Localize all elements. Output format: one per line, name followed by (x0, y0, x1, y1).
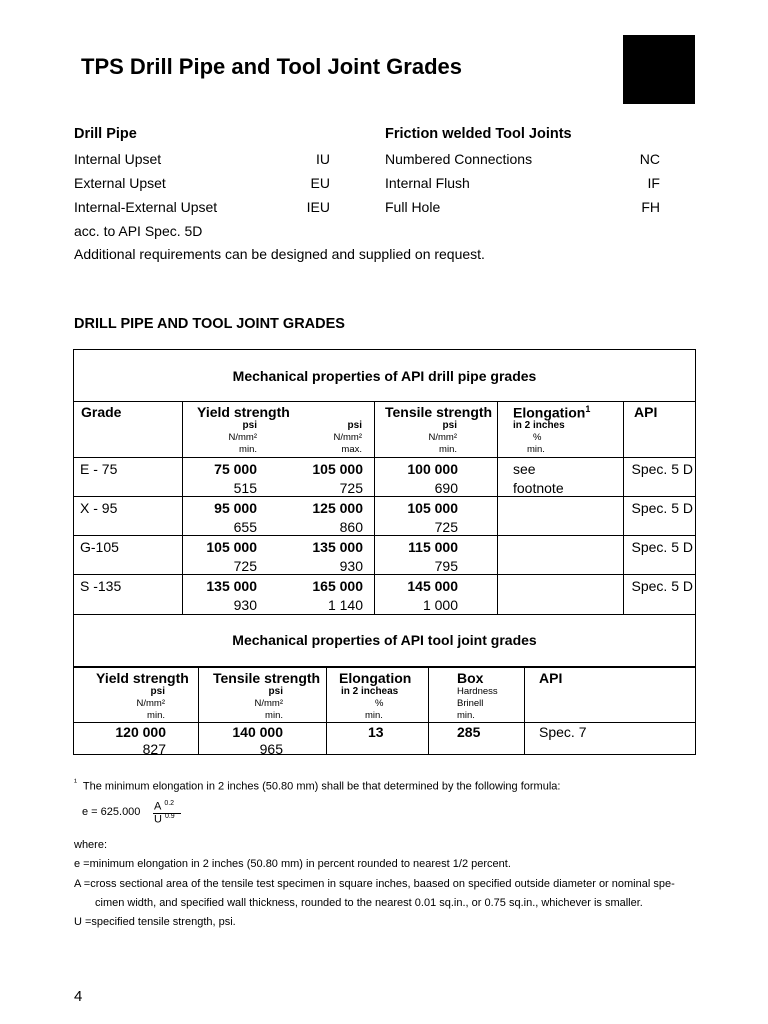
tool-joint-item-code: FH (641, 199, 660, 215)
drill-pipe-note: acc. to API Spec. 5D (74, 223, 203, 239)
pipe-table-caption: Mechanical properties of API drill pipe grades (232, 368, 537, 384)
table-cell: 655 (233, 519, 257, 535)
drill-pipe-item-code: IU (316, 151, 330, 167)
table-rule (74, 666, 695, 668)
unit-min: min. (239, 444, 257, 455)
column-header-tensile: Tensile strength (385, 404, 493, 420)
footnote-where: where: (74, 839, 108, 851)
unit-nmm2: N/mm² (333, 432, 362, 443)
table-cell: 135 000 (206, 578, 257, 594)
table-rule (74, 496, 695, 497)
table-cell: 105 000 (407, 500, 458, 516)
table-cell: 115 000 (408, 539, 458, 555)
unit-min: min. (527, 444, 545, 455)
unit-psi: psi (442, 420, 457, 431)
table-column-rule (524, 667, 525, 755)
unit-psi: psi (347, 420, 362, 431)
formula-num-exp: 0.2 (164, 800, 175, 807)
table-cell: 1 140 (327, 597, 363, 613)
table-cell-grade: G-105 (80, 539, 119, 555)
table-cell-api: Spec. 5 D (631, 539, 693, 555)
column-header-grade: Grade (81, 404, 122, 420)
table-cell-api: Spec. 7 (539, 724, 587, 740)
tool-joints-heading: Friction welded Tool Joints (385, 126, 572, 142)
black-tab-marker (623, 35, 695, 104)
table-cell-grade: E - 75 (80, 461, 118, 477)
column-header-elongation: Elongation (339, 670, 412, 686)
drill-pipe-item-label: Internal Upset (74, 151, 162, 167)
table-cell-api: Spec. 5 D (631, 461, 693, 477)
footnote-line: e =minimum elongation in 2 inches (50.80 mm) in percent rounded to nearest 1/2 percent. (74, 858, 511, 870)
unit-nmm2: N/mm² (428, 432, 457, 443)
table-cell: 125 000 (312, 500, 363, 516)
joint-table-caption: Mechanical properties of API tool joint grades (232, 632, 537, 648)
table-cell: 725 (233, 558, 257, 574)
table-column-rule (497, 401, 498, 614)
drill-pipe-heading: Drill Pipe (74, 126, 137, 142)
table-column-rule (374, 401, 375, 614)
table-rule (74, 401, 695, 402)
table-cell: 515 (233, 480, 257, 496)
table-cell: 120 000 (115, 724, 166, 740)
table-cell: 930 (339, 558, 363, 574)
formula-numerator (154, 800, 174, 813)
tool-joint-item-label: Full Hole (385, 199, 441, 215)
unit-min: min. (265, 710, 283, 721)
table-cell: 795 (434, 558, 458, 574)
table-rule (74, 457, 695, 458)
additional-requirements: Additional requirements can be designed and supplied on request. (74, 246, 485, 262)
table-cell: 725 (434, 519, 458, 535)
drill-pipe-item-code: IEU (306, 199, 330, 215)
table-cell: 75 000 (214, 461, 257, 477)
unit-max: max. (341, 444, 362, 455)
page-number: 4 (74, 988, 83, 1005)
table-cell: 165 000 (312, 578, 363, 594)
table-cell: see (513, 461, 536, 477)
drill-pipe-item-label: Internal-External Upset (74, 199, 218, 215)
footnote-marker: 1 (585, 404, 591, 414)
tool-joint-item-code: IF (647, 175, 660, 191)
table-cell-grade: S -135 (80, 578, 122, 594)
column-header-yield: Yield strength (197, 404, 290, 420)
unit-psi: psi (150, 686, 165, 697)
table-column-rule (326, 667, 327, 755)
table-cell-api: Spec. 5 D (631, 578, 693, 594)
unit-hardness: Hardness (457, 686, 498, 697)
unit-pct: % (375, 698, 384, 709)
tool-joint-item-label: Numbered Connections (385, 151, 533, 167)
table-cell: 285 (457, 724, 481, 740)
table-cell: 13 (368, 724, 384, 740)
footnote-line: U =specified tensile strength, psi. (74, 916, 236, 928)
table-rule (74, 722, 695, 723)
column-header-api: API (539, 670, 563, 686)
tool-joint-item-label: Internal Flush (385, 175, 470, 191)
unit-min: min. (439, 444, 457, 455)
unit-brinell: Brinell (457, 698, 484, 709)
formula-lhs: e = 625.000 (82, 806, 141, 818)
unit-psi: psi (242, 420, 257, 431)
footnote-line: cimen width, and specified wall thickness, rounded to the nearest 0.01 sq.in., or 0.75 sq.in., whichever is smaller. (95, 897, 643, 909)
column-header-elongation: Elongation$^1$ (513, 404, 591, 421)
unit-in2: in 2 inches (513, 420, 565, 431)
footnote-intro (74, 777, 560, 793)
table-cell: 860 (339, 519, 363, 535)
section-title: DRILL PIPE AND TOOL JOINT GRADES (74, 316, 345, 332)
table-cell-grade: X - 95 (80, 500, 118, 516)
footnote-marker: ¹ (74, 777, 77, 787)
table-rule (74, 535, 695, 536)
table-cell: 145 000 (407, 578, 458, 594)
table-cell: 930 (233, 597, 257, 613)
column-header-yield: Yield strength (96, 670, 189, 686)
table-cell: 95 000 (214, 500, 257, 516)
column-header-tensile: Tensile strength (213, 670, 321, 686)
unit-min: min. (365, 710, 383, 721)
formula-den-var: U (154, 813, 162, 826)
column-header-box: Box (457, 670, 484, 686)
table-column-rule (198, 667, 199, 755)
table-cell: 827 (142, 741, 166, 757)
column-header-api: API (634, 404, 658, 420)
unit-nmm2: N/mm² (254, 698, 283, 709)
table-cell: 135 000 (312, 539, 363, 555)
table-cell: 1 000 (422, 597, 458, 613)
table-rule (74, 614, 695, 615)
unit-pct: % (533, 432, 542, 443)
page-title: TPS Drill Pipe and Tool Joint Grades (81, 54, 462, 79)
formula-num-var: A (154, 800, 162, 813)
table-cell: 105 000 (312, 461, 363, 477)
unit-in2: in 2 incheas (341, 686, 399, 697)
table-cell: footnote (513, 480, 564, 496)
table-cell-api: Spec. 5 D (631, 500, 693, 516)
table-cell: 105 000 (206, 539, 257, 555)
table-cell: 140 000 (232, 724, 283, 740)
formula-den-exp: 0.9 (164, 813, 175, 820)
table-cell: 100 000 (407, 461, 458, 477)
table-rule (74, 574, 695, 575)
unit-min: min. (457, 710, 475, 721)
drill-pipe-item-label: External Upset (74, 175, 166, 191)
unit-nmm2: N/mm² (228, 432, 257, 443)
footnote-line: A =cross sectional area of the tensile test specimen in square inches, baased on specified outside diameter or nominal spe- (74, 878, 675, 890)
formula-denominator (154, 813, 175, 826)
unit-min: min. (147, 710, 165, 721)
table-cell: 965 (259, 741, 283, 757)
tool-joint-item-code: NC (639, 151, 660, 167)
table-cell: 690 (434, 480, 458, 496)
unit-nmm2: N/mm² (136, 698, 165, 709)
footnote-text: The minimum elongation in 2 inches (50.80 mm) shall be that determined by the following formula: (82, 780, 561, 793)
table-column-rule (428, 667, 429, 755)
table-cell: 725 (339, 480, 363, 496)
drill-pipe-item-code: EU (310, 175, 330, 191)
unit-psi: psi (268, 686, 283, 697)
